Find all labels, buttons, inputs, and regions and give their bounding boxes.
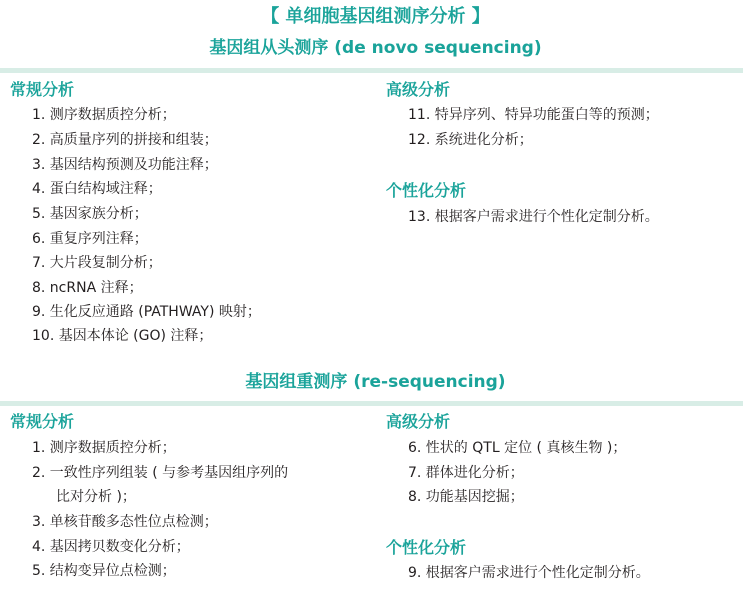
list-item-continuation: 比对分析 )；: [56, 489, 136, 505]
list-item: 6. 性状的 QTL 定位 ( 真核生物 )；: [408, 440, 627, 456]
list-item: 8. ncRNA 注释；: [32, 280, 143, 296]
section-divider-band: [0, 401, 743, 406]
section-title-denovo: 基因组从头测序 (de novo sequencing): [209, 38, 542, 58]
list-item: 8. 功能基因挖掘；: [408, 489, 524, 505]
list-item: 5. 结构变异位点检测；: [32, 563, 176, 579]
section-divider-band: [0, 68, 743, 73]
list-item: 2. 一致性序列组装 ( 与参考基因组序列的: [32, 465, 289, 481]
heading-advanced-analysis: 高级分析: [386, 412, 451, 431]
section-title-reseq: 基因组重测序 (re-sequencing): [245, 372, 506, 392]
heading-custom-analysis: 个性化分析: [386, 538, 467, 557]
list-item: 12. 系统进化分析；: [408, 132, 533, 148]
list-item: 6. 重复序列注释；: [32, 231, 148, 247]
heading-custom-analysis: 个性化分析: [386, 181, 467, 200]
list-item: 10. 基因本体论 (GO) 注释；: [32, 328, 213, 344]
heading-regular-analysis: 常规分析: [10, 412, 75, 431]
heading-regular-analysis: 常规分析: [10, 80, 75, 99]
list-item: 7. 大片段复制分析；: [32, 255, 162, 271]
list-item: 2. 高质量序列的拼接和组装；: [32, 132, 218, 148]
list-item: 3. 基因结构预测及功能注释；: [32, 157, 218, 173]
list-item: 4. 基因拷贝数变化分析；: [32, 539, 190, 555]
page-title: 【 单细胞基因组测序分析 】: [261, 6, 490, 27]
list-item: 11. 特异序列、特异功能蛋白等的预测；: [408, 107, 659, 123]
list-item: 9. 生化反应通路 (PATHWAY) 映射；: [32, 304, 261, 320]
list-item: 7. 群体进化分析；: [408, 465, 524, 481]
list-item: 1. 测序数据质控分析；: [32, 107, 176, 123]
list-item: 5. 基因家族分析；: [32, 206, 148, 222]
list-item: 9. 根据客户需求进行个性化定制分析。: [408, 565, 650, 581]
list-item: 13. 根据客户需求进行个性化定制分析。: [408, 209, 659, 225]
list-item: 3. 单核苷酸多态性位点检测；: [32, 514, 218, 530]
list-item: 1. 测序数据质控分析；: [32, 440, 176, 456]
heading-advanced-analysis: 高级分析: [386, 80, 451, 99]
list-item: 4. 蛋白结构域注释；: [32, 181, 162, 197]
